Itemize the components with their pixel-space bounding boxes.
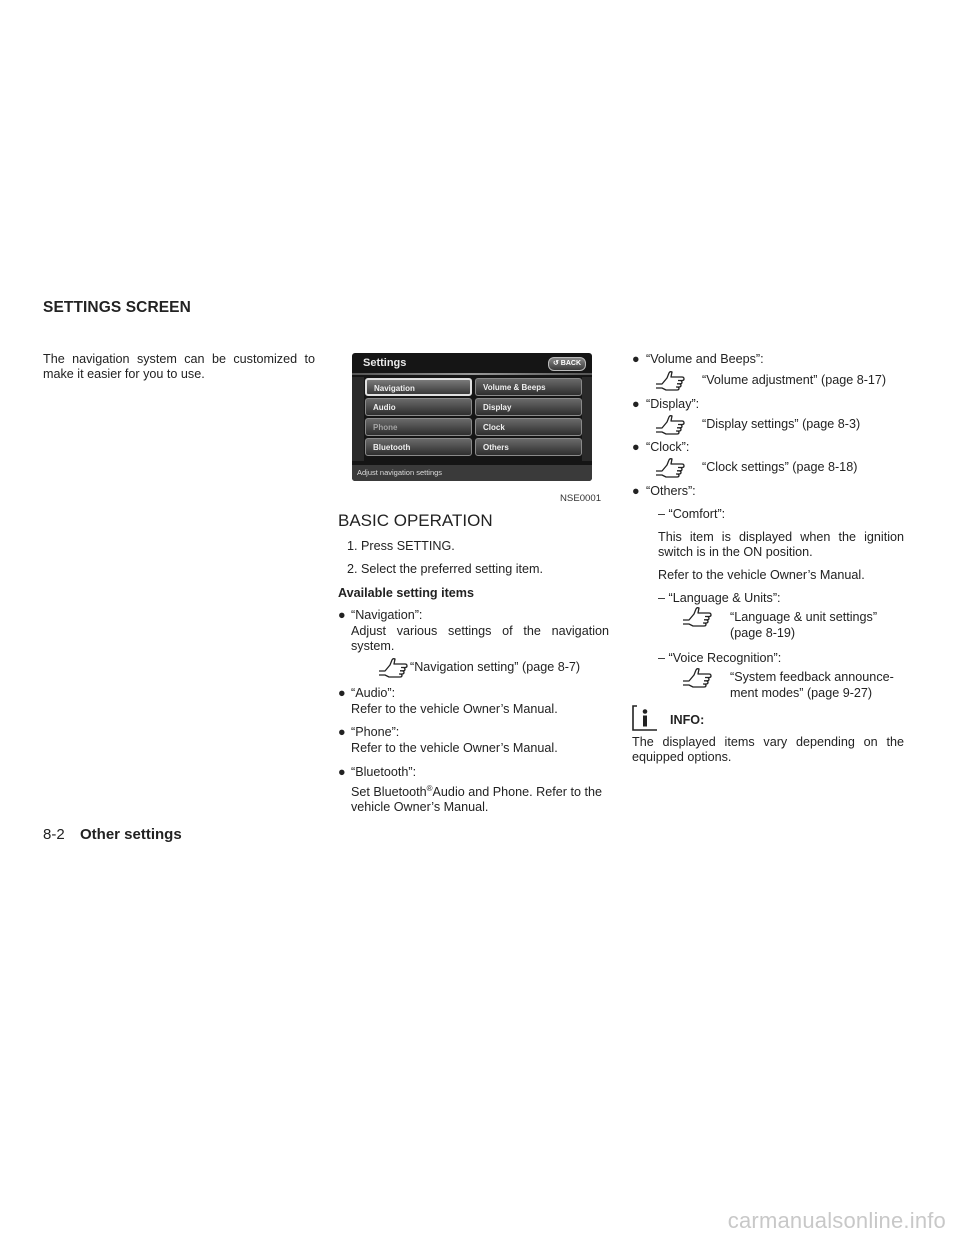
bullet: ● <box>632 352 640 366</box>
audio-item-text: Refer to the vehicle Owner’s Manual. <box>351 702 558 716</box>
screen-button-phone: Phone <box>365 418 472 436</box>
pointing-hand-icon <box>655 456 685 478</box>
bullet: ● <box>632 397 640 411</box>
pointing-hand-icon <box>378 656 408 678</box>
basic-operation-heading: BASIC OPERATION <box>338 511 493 530</box>
navigation-item-label: “Navigation”: <box>351 608 423 622</box>
language-ref-line1: “Language & unit settings” <box>730 610 878 624</box>
screen-button-clock: Clock <box>475 418 582 436</box>
comfort-label: – “Comfort”: <box>658 507 726 521</box>
screen-button-volume-beeps: Volume & Beeps <box>475 378 582 396</box>
intro-paragraph: The navigation system can be customized to make it easier for you to use. <box>43 352 315 381</box>
voice-label: – “Voice Recognition”: <box>658 651 782 665</box>
bullet: ● <box>338 686 346 700</box>
comfort-ref: Refer to the vehicle Owner’s Manual. <box>658 568 865 582</box>
bluetooth-text-b: Audio and Phone. Refer to the vehicle Owner’s Manual. <box>351 785 602 815</box>
display-item-ref: “Display settings” (page 8-3) <box>702 417 861 431</box>
screen-button-audio: Audio <box>365 398 472 416</box>
phone-item-label: “Phone”: <box>351 725 400 739</box>
bullet: ● <box>338 765 346 779</box>
pointing-hand-icon <box>655 413 685 435</box>
pointing-hand-icon <box>682 605 712 627</box>
voice-ref-line1: “System feedback announce- <box>730 670 894 684</box>
figure-caption: NSE0001 <box>560 493 602 504</box>
available-items-heading: Available setting items <box>338 586 475 600</box>
screen-left-panel <box>352 377 364 461</box>
step-1: 1. Press SETTING. <box>347 539 455 553</box>
page-number: 8-2 <box>43 826 65 843</box>
navigation-item-ref: “Navigation setting” (page 8-7) <box>410 660 581 674</box>
pointing-hand-icon <box>682 666 712 688</box>
navigation-item-text: Adjust various settings of the navigation system. <box>351 624 609 653</box>
screen-divider <box>352 373 592 375</box>
screen-button-others: Others <box>475 438 582 456</box>
bullet: ● <box>338 725 346 739</box>
display-item-label: “Display”: <box>646 397 700 411</box>
bluetooth-item-text <box>351 781 613 815</box>
screen-button-bluetooth: Bluetooth <box>365 438 472 456</box>
clock-item-label: “Clock”: <box>646 440 690 454</box>
bluetooth-text-a: Set Bluetooth <box>351 785 427 800</box>
language-label: – “Language & Units”: <box>658 591 781 605</box>
watermark: carmanualsonline.info <box>727 1208 946 1233</box>
step-2: 2. Select the preferred setting item. <box>347 562 544 576</box>
voice-ref-line2: ment modes” (page 9-27) <box>730 686 873 700</box>
volume-item-ref: “Volume adjustment” (page 8-17) <box>702 373 887 387</box>
chapter-title: Other settings <box>80 826 182 843</box>
info-text: The displayed items vary depending on the equipped options. <box>632 735 904 764</box>
info-icon <box>632 705 658 731</box>
back-button: ↺ BACK <box>548 357 586 371</box>
pointing-hand-icon <box>655 369 685 391</box>
audio-item-label: “Audio”: <box>351 686 396 700</box>
others-item-label: “Others”: <box>646 484 696 498</box>
settings-screen-image <box>352 353 592 481</box>
screen-status-bar: Adjust navigation settings <box>352 465 592 481</box>
language-ref-line2: (page 8-19) <box>730 626 796 640</box>
screen-title: Settings <box>363 357 407 369</box>
comfort-text: This item is displayed when the ignition switch is in the ON position. <box>658 530 904 559</box>
back-button-label: BACK <box>560 360 582 367</box>
info-label: INFO: <box>670 713 705 727</box>
clock-item-ref: “Clock settings” (page 8-18) <box>702 460 858 474</box>
bullet: ● <box>632 440 640 454</box>
screen-button-display: Display <box>475 398 582 416</box>
phone-item-text: Refer to the vehicle Owner’s Manual. <box>351 741 558 755</box>
bullet: ● <box>338 608 346 622</box>
screen-right-panel <box>582 377 592 461</box>
screen-button-navigation: Navigation <box>365 378 472 396</box>
registered-mark: ® <box>426 784 433 793</box>
section-heading: SETTINGS SCREEN <box>43 299 191 316</box>
bluetooth-item-label: “Bluetooth”: <box>351 765 417 779</box>
bullet: ● <box>632 484 640 498</box>
volume-item-label: “Volume and Beeps”: <box>646 352 764 366</box>
